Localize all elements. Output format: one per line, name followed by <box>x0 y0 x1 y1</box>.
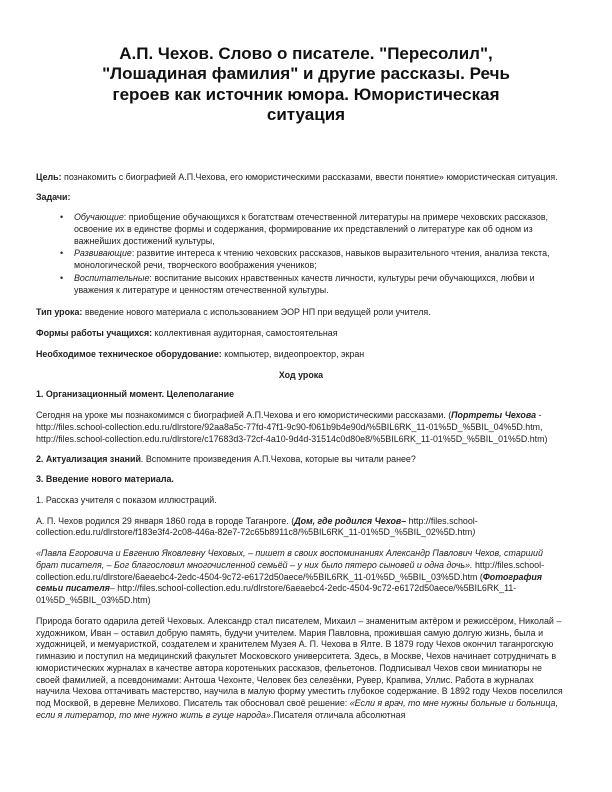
birth-text: А. П. Чехов родился 29 января 1860 года в городе Таганроге. ( <box>36 515 295 526</box>
work-forms-label: Формы работы учащихся: <box>36 328 153 339</box>
course-heading: Ход урока <box>278 369 324 380</box>
portraits-link[interactable]: Портреты Чехова <box>451 410 536 421</box>
family-photo-link[interactable]: Фотография семьи писателя <box>36 571 542 594</box>
page-title <box>64 44 548 126</box>
title-line: "Лошадиная фамилия" и другие рассказы. Речь <box>102 64 510 84</box>
task-text: : воспитание высоких нравственных качеств личности, культуры речи обучающихся, любви и уважения к литературе и ценностям отечественной культуры. <box>74 272 535 295</box>
goal-text: познакомить с биографией А.П.Чехова, его юмористическими рассказами, ввести понятие» юмористическая ситуация. <box>61 171 558 182</box>
lesson-type-paragraph <box>36 307 566 319</box>
teacher-story: 1. Рассказ учителя с показом иллюстраций. <box>36 494 217 505</box>
intro-paragraph <box>36 410 566 445</box>
section-2-label: 2. Актуализация знаний <box>36 454 141 465</box>
tasks-label: Задачи: <box>36 192 71 203</box>
quote-url: http://files.school-collection.edu.ru/dlrstore/6aeaebc4-2edc-4504-9c72-e6172d50aece/%5BIL6RK_11-01%5D_%5BIL_03%5D.htm <box>36 559 545 582</box>
quote-open: ( <box>477 571 483 582</box>
equipment-text: компьютер, видеопроектор, экран <box>221 348 365 359</box>
task-term: Развивающие <box>74 248 132 259</box>
title-line: А.П. Чехов. Слово о писателе. "Пересолил", <box>119 44 493 63</box>
equipment-paragraph <box>36 349 566 361</box>
title-line: героев как источник юмора. Юмористическая <box>112 84 500 104</box>
lesson-type-label: Тип урока: <box>36 307 83 318</box>
bio-quote: «Если я врач, то мне нужны больные и больница, если я литератор, то мне нужно жить в гуще народа» <box>36 698 558 720</box>
bio-text: Природа богато одарила детей Чеховых. Александр стал писателем, Михаил – знаменитым актёром и режиссёром, Николай – художником, Иван – оставил добрую память, будучи учителем. Мария Павловна, прожившая самую долгую жизнь, была и художницей, и мемуаристкой, создателем и хранителем Музея А. П. Чехова в Ялте. В 1879 году Чехов окончил таганрогскую гимназию и поступил на медицинский факультет Московского университета. Здесь, в Москве, Чехов начинает сотрудничать в юмористических журналах в качестве автора коротеньких рассказов, фельетонов. Подписывал Чехов свои миниатюры не своей фамилией, а псевдонимами: Антоша Чехонте, Человек без селезёнки, Рувер, Крапива, Уллис. Работа в журналах научила Чехова оттачивать мастерство, научила в малую форму уместить глубокое содержание. В 1892 году Чехов поселился под Москвой, в деревне Мелихово. Писатель так обосновал своё решение: <box>36 615 563 709</box>
task-term: Воспитательные <box>74 272 150 283</box>
quote-paragraph <box>36 548 566 607</box>
birth-close: ) <box>472 527 476 538</box>
birth-house-link[interactable]: Дом, где родился Чехов– <box>294 515 407 526</box>
intro-urls: -http://files.school-collection.edu.ru/dlrstore/92aa8a5c-77fd-47f1-9c90-f061b9b4e90d/%5BIL6RK_11-01%5D_%5BIL_04%5D.htm, http://files.school-collection.edu.ru/dlrstore/c17683d3-72cf-4a10-9d4d-31514c0d80e8/%5BIL6RK_11-01%5D_%5BIL_01%5D.htm) <box>36 410 548 444</box>
work-forms-text: коллективная аудиторная, самостоятельная <box>152 328 338 339</box>
intro-text: Сегодня на уроке мы познакомимся с биографией А.П.Чехова и его юмористическими рассказами. ( <box>36 410 452 421</box>
list-item <box>74 273 566 297</box>
list-item <box>74 248 566 272</box>
quote-url-2: – http://files.school-collection.edu.ru/dlrstore/6aeaebc4-2edc-4504-9c72-e6172d50aece/%5BIL6RK_11-01%5D_%5BIL_03%5D.htm) <box>36 583 517 606</box>
task-term: Обучающие <box>74 212 124 223</box>
title-line: ситуация <box>266 105 346 125</box>
lesson-type-text: введение нового материала с использованием ЭОР НП при ведущей роли учителя. <box>82 307 431 318</box>
section-2-paragraph <box>36 454 566 466</box>
goal-label: Цель: <box>36 171 62 182</box>
task-text: : развитие интереса к чтению чеховских рассказов, навыков выразительного чтения, анализа текста, монологической речи, творческого воображения учеников; <box>74 248 550 271</box>
goal-paragraph <box>36 172 566 184</box>
bio-text-end: .Писателя отличала абсолютная <box>270 709 406 720</box>
birth-paragraph <box>36 516 566 540</box>
work-forms-paragraph <box>36 328 566 340</box>
birth-url: http://files.school-collection.edu.ru/dlrstore/f183e3f4-2c08-446a-82e7-72c65b8911c8/%5BIL6RK_11-01%5D_%5BIL_02%5D.htm <box>36 515 478 538</box>
section-3-heading: 3. Введение нового материала. <box>36 474 174 485</box>
bio-paragraph <box>36 616 566 722</box>
family-quote: «Павла Егоровича и Евгению Яковлевну Чеховых, – пишет в своих воспоминаниях Александр Павлович Чехов, старший брат писателя, – Бог благословил многочисленной семьёй – у них было пятеро сыновей и одна дочь». <box>36 548 543 570</box>
section-1-heading: 1. Организационный момент. Целеполагание <box>36 389 235 400</box>
list-item <box>74 212 566 247</box>
equipment-label: Необходимое техническое оборудование: <box>36 348 222 359</box>
tasks-list <box>74 212 566 296</box>
task-text: : приобщение обучающихся к богатствам отечественной литературы на примере чеховских рассказов, освоение их в единстве формы и содержания, формирование их представлений о литературе как об одном из важнейших достижений культуры, <box>74 212 549 246</box>
section-2-text: . Вспомните произведения А.П.Чехова, которые вы читали ранее? <box>140 454 416 465</box>
